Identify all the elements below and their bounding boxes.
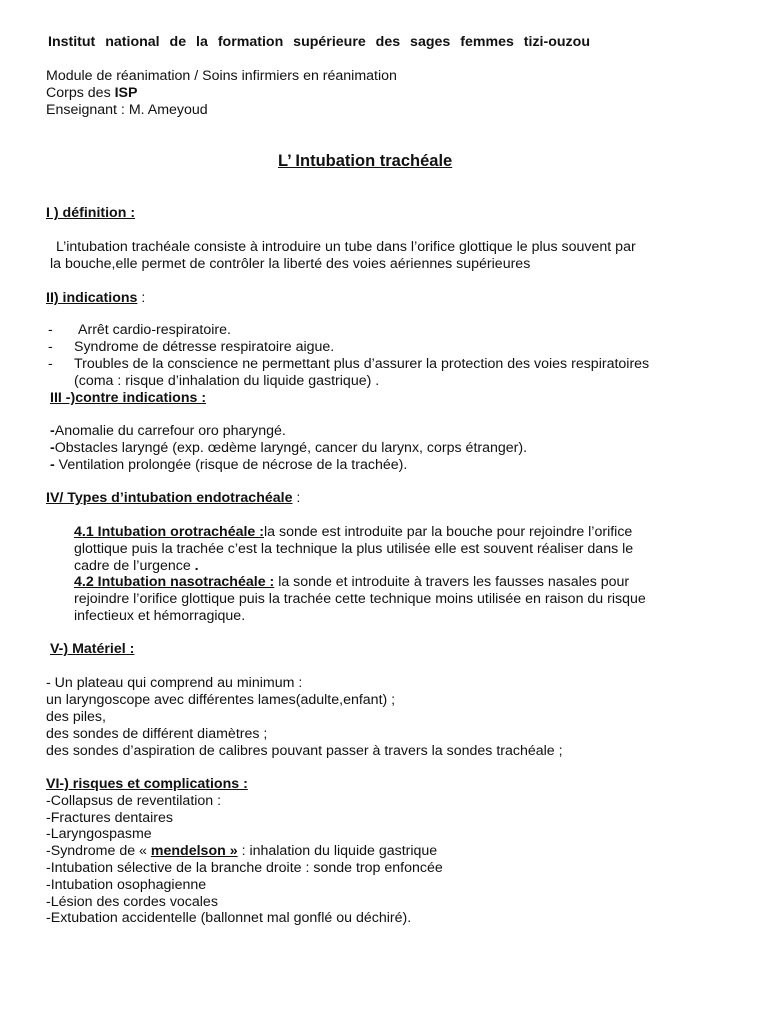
contre-indication-text-1: Anomalie du carrefour oro pharyngé. <box>54 423 286 439</box>
risque-line-5: -Intubation sélective de la branche droite : sonde trop enfoncée <box>46 860 443 876</box>
naso-text-1: la sonde et introduite à travers les fausses nasales pour <box>274 574 630 590</box>
naso-line-1 <box>74 574 629 591</box>
corps-prefix: Corps des <box>46 85 115 101</box>
risque-line-7: -Lésion des cordes vocales <box>46 894 218 910</box>
contre-indication-dash-2: - <box>50 440 55 456</box>
contre-indication-dash-3: - <box>50 457 55 473</box>
risques-heading: VI-) risques et complications : <box>46 776 248 792</box>
contre-indications-heading: III -)contre indications : <box>50 390 207 406</box>
naso-label: 4.2 Intubation nasotrachéale : <box>74 574 275 590</box>
materiel-line-5: des sondes d’aspiration de calibres pouvant passer à travers la sondes trachéale ; <box>46 743 563 759</box>
definition-line-1: L’intubation trachéale consiste à introduire un tube dans l’orifice glottique le plus souvent par <box>56 239 636 255</box>
mendelson-prefix: -Syndrome de « <box>46 843 151 859</box>
indications-heading: II) indications <box>46 290 138 306</box>
oro-line-2: glottique puis la trachée c’est la technique la plus utilisée elle est souvent réaliser dans le <box>74 541 634 557</box>
institution-name: Institut national de la formation supérieure des sages femmes tizi-ouzou <box>48 34 590 50</box>
corps-value: ISP <box>114 85 138 101</box>
contre-indication-item-1 <box>50 423 286 440</box>
materiel-line-1: - Un plateau qui comprend au minimum : <box>46 675 303 691</box>
contre-indication-text-2: Obstacles laryngé (exp. œdème laryngé, cancer du larynx, corps étranger). <box>54 440 528 456</box>
document-title: L’ Intubation trachéale <box>278 152 453 170</box>
contre-indication-text-3: Ventilation prolongée (risque de nécrose de la trachée). <box>54 457 408 473</box>
indication-dash-1: - <box>48 322 53 338</box>
materiel-line-2: un laryngoscope avec différentes lames(adulte,enfant) ; <box>46 692 396 708</box>
definition-line-2: la bouche,elle permet de contrôler la liberté des voies aériennes supérieures <box>50 256 531 272</box>
naso-line-2: rejoindre l’orifice glottique puis la trachée cette technique moins utilisée en raison du risque <box>74 591 646 607</box>
materiel-line-4: des sondes de différent diamètres ; <box>46 726 268 742</box>
indication-item-3: Troubles de la conscience ne permettant plus d’assurer la protection des voies respiratoires <box>74 356 650 372</box>
mendelson-suffix: : inhalation du liquide gastrique <box>237 843 438 859</box>
naso-line-3: infectieux et hémorragique. <box>74 608 246 624</box>
types-heading-suffix: : <box>292 490 301 506</box>
indication-item-1: Arrêt cardio-respiratoire. <box>78 322 231 338</box>
risque-line-8: -Extubation accidentelle (ballonnet mal gonflé ou déchiré). <box>46 910 412 926</box>
indication-item-2: Syndrome de détresse respiratoire aigue. <box>74 339 335 355</box>
types-heading-line <box>46 490 300 507</box>
oro-text-1: la sonde est introduite par la bouche pour rejoindre l’orifice <box>264 524 633 540</box>
risque-line-6: -Intubation osophagienne <box>46 877 207 893</box>
indications-heading-line <box>46 290 145 307</box>
materiel-line-3: des piles, <box>46 709 106 725</box>
oro-line-1 <box>74 524 632 541</box>
risque-line-4 <box>46 843 437 860</box>
mendelson-name: mendelson » <box>150 843 238 859</box>
oro-text-3: cadre de l’urgence <box>74 558 195 574</box>
risque-line-1: -Collapsus de reventilation : <box>46 793 222 809</box>
risque-line-3: -Laryngospasme <box>46 826 152 842</box>
oro-line-3 <box>74 558 199 575</box>
indication-dash-3: - <box>48 356 53 372</box>
materiel-heading: V-) Matériel : <box>50 641 135 657</box>
indication-item-3-continuation: (coma : risque d’inhalation du liquide gastrique) . <box>74 373 380 389</box>
corps-line <box>46 85 137 102</box>
oro-label: 4.1 Intubation orotrachéale : <box>74 524 264 540</box>
definition-heading: I ) définition : <box>46 205 136 221</box>
module-line: Module de réanimation / Soins infirmiers en réanimation <box>46 68 397 84</box>
contre-indication-item-3 <box>50 457 407 474</box>
teacher-line: Enseignant : M. Ameyoud <box>46 102 208 118</box>
oro-end: . <box>194 558 199 574</box>
indications-heading-suffix: : <box>137 290 146 306</box>
risque-line-2: -Fractures dentaires <box>46 810 173 826</box>
types-heading: IV/ Types d’intubation endotrachéale <box>46 490 293 506</box>
indication-dash-2: - <box>48 339 53 355</box>
contre-indication-item-2 <box>50 440 527 457</box>
contre-indication-dash-1: - <box>50 423 55 439</box>
